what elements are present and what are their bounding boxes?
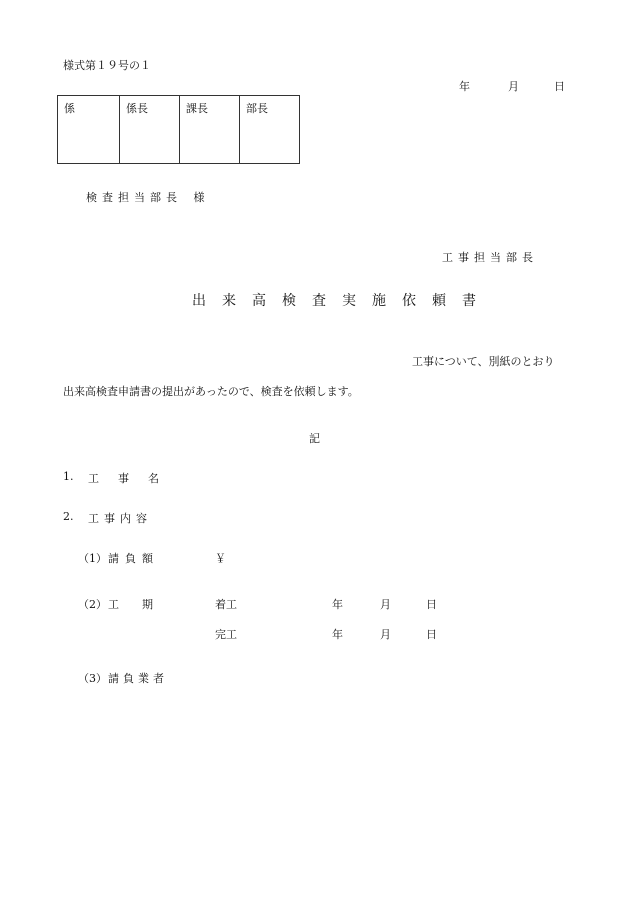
- end-month-label: 月: [380, 628, 391, 641]
- body-text-line-1: 工事について、別紙のとおり: [412, 355, 555, 368]
- ki-heading: 記: [309, 432, 320, 445]
- sub-1-label: 請負額: [108, 552, 159, 565]
- start-label: 着工: [215, 598, 237, 611]
- start-day-label: 日: [426, 598, 437, 611]
- addressee-name: 検査担当部長: [86, 191, 182, 204]
- start-year-label: 年: [332, 598, 343, 611]
- approval-cell-chief: 係長: [120, 96, 180, 164]
- end-label: 完工: [215, 628, 237, 641]
- end-year-label: 年: [332, 628, 343, 641]
- addressee: [86, 189, 205, 205]
- month-label: 月: [508, 80, 519, 93]
- sub-3-number: （3）: [78, 672, 107, 685]
- document-title: 出来高検査実施依頼書: [192, 293, 492, 309]
- sender: 工事担当部長: [442, 251, 538, 264]
- approval-cell-department-manager: 部長: [240, 96, 300, 164]
- approval-cell-section-manager: 課長: [180, 96, 240, 164]
- sub-1-number: （1）: [78, 552, 107, 565]
- start-month-label: 月: [380, 598, 391, 611]
- item-1-number: 1.: [63, 470, 74, 483]
- body-text-line-2: 出来高検査申請書の提出があったので、検査を依頼します。: [63, 385, 359, 398]
- end-day-label: 日: [426, 628, 437, 641]
- approval-stamp-table: [57, 95, 300, 164]
- sub-2-label: 工 期: [108, 598, 159, 611]
- sub-3-label: 請負業者: [108, 672, 168, 685]
- day-label: 日: [554, 80, 565, 93]
- item-2-label: 工事内容: [88, 512, 152, 525]
- form-number: 様式第１９号の１: [63, 59, 151, 72]
- year-label: 年: [459, 80, 470, 93]
- item-1-label: 工 事 名: [88, 472, 163, 485]
- yen-mark: ￥: [215, 552, 226, 565]
- item-2-number: 2.: [63, 510, 74, 523]
- approval-cell-staff: 係: [58, 96, 120, 164]
- addressee-honorific: 様: [193, 191, 205, 204]
- sub-2-number: （2）: [78, 598, 107, 611]
